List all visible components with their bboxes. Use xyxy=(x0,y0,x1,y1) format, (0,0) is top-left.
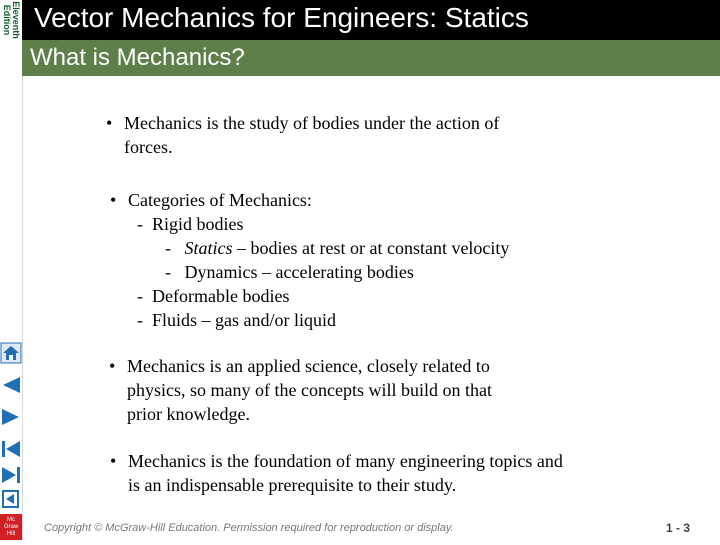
bullet-dot: • xyxy=(106,113,113,133)
home-button[interactable] xyxy=(0,342,22,364)
bullet-4-line-2: is an indispensable prerequisite to their study. xyxy=(128,475,457,495)
last-slide-button[interactable] xyxy=(0,464,22,486)
exit-button[interactable] xyxy=(0,488,22,510)
book-title: Vector Mechanics for Engineers: Statics xyxy=(34,2,529,33)
bullet-dot: • xyxy=(110,451,117,471)
edition-label: Eleventh Edition xyxy=(2,1,21,39)
next-slide-icon xyxy=(0,406,22,428)
bullet-3-line-2: physics, so many of the concepts will build on that xyxy=(127,380,492,400)
bullet-3 xyxy=(109,354,490,378)
sub-item-deformable: - Deformable bodies xyxy=(137,286,290,306)
bullet-dot: • xyxy=(110,190,117,210)
bullet-3-line-3: prior knowledge. xyxy=(127,404,250,424)
previous-slide-icon xyxy=(0,438,22,460)
header-bar xyxy=(22,0,720,40)
previous-slide-button[interactable] xyxy=(0,374,22,396)
next-slide-button[interactable] xyxy=(0,406,22,428)
bullet-3-line-1: Mechanics is an applied science, closely related to xyxy=(127,356,490,376)
sub-item-dynamics: - Dynamics – accelerating bodies xyxy=(165,262,414,282)
first-slide-button[interactable] xyxy=(0,438,22,460)
publisher-logo: Mc Graw Hill Education xyxy=(0,514,22,540)
bullet-1 xyxy=(106,111,500,135)
bullet-1-line-2: forces. xyxy=(124,137,173,157)
bullet-dot: • xyxy=(109,356,116,376)
slide-title-bar xyxy=(22,40,720,76)
first-slide-icon xyxy=(0,374,22,396)
page-number: 1 - 3 xyxy=(666,521,691,535)
home-icon xyxy=(0,342,22,364)
bullet-2 xyxy=(110,188,312,212)
slide-title: What is Mechanics? xyxy=(30,44,245,71)
copyright-notice: Copyright © McGraw-Hill Education. Permission required for reproduction or display. xyxy=(44,522,454,534)
bullet-1-line-1: Mechanics is the study of bodies under the action of xyxy=(124,113,500,133)
sub-item-fluids: - Fluids – gas and/or liquid xyxy=(137,310,336,330)
bullet-2-heading: Categories of Mechanics: xyxy=(128,190,312,210)
sub-item-rigid: - Rigid bodies xyxy=(137,214,244,234)
last-slide-icon xyxy=(0,464,22,486)
bullet-4-line-1: Mechanics is the foundation of many engineering topics and xyxy=(128,451,563,471)
sub-item-statics: - Statics – bodies at rest or at constant velocity xyxy=(165,238,510,258)
bullet-4 xyxy=(110,449,563,473)
exit-icon xyxy=(0,488,22,510)
